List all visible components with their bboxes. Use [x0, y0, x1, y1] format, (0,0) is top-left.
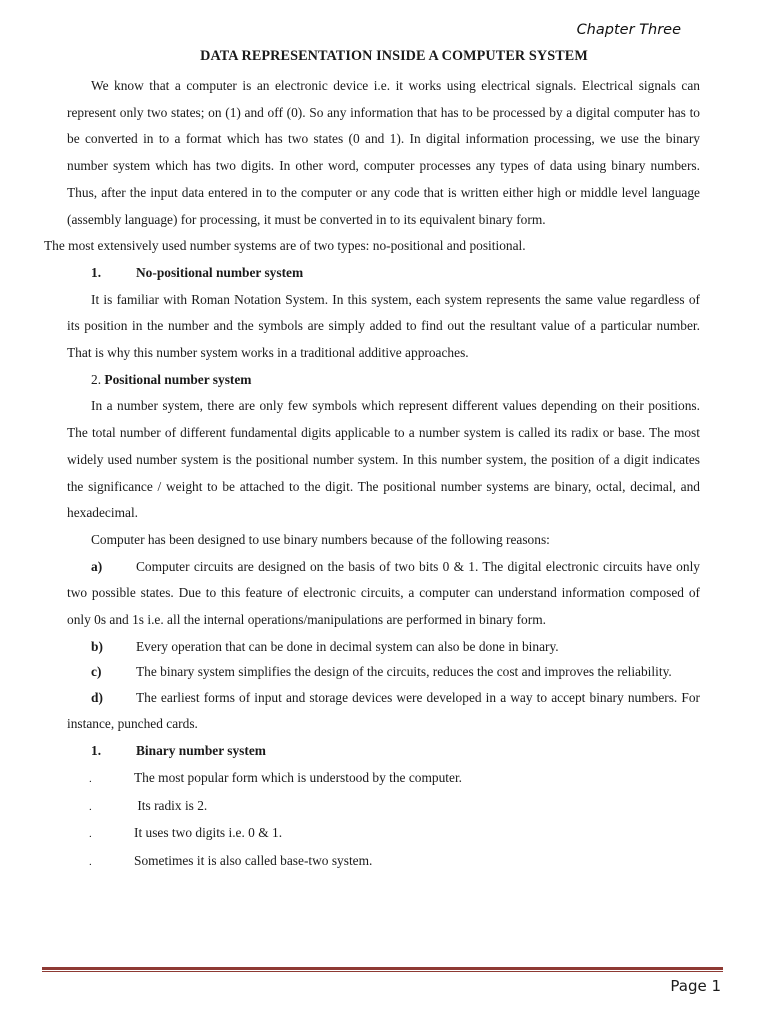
- section-title: Binary number system: [136, 743, 266, 759]
- section-heading-binary: [67, 738, 700, 765]
- section-number: 1.: [91, 743, 102, 759]
- bullet-text: Sometimes it is also called base-two system.: [134, 852, 373, 868]
- bullet-text: Its radix is 2.: [134, 797, 208, 813]
- section-number: 1.: [91, 264, 102, 280]
- section-title: No-positional number system: [136, 264, 304, 280]
- reason-text: The binary system simplifies the design of the circuits, reduces the cost and improves the reliability.: [136, 664, 672, 680]
- footer-rule: [42, 967, 723, 972]
- reason-label: d): [91, 689, 103, 705]
- bullet-text: It uses two digits i.e. 0 & 1.: [134, 825, 283, 841]
- positional-paragraph: In a number system, there are only few symbols which represent different values depending on their positions. The total number of different fundamental digits applicable to a number system is called its radix or base. The most widely used number system is the positional number system. In this number system, the position of a digit indicates the significance / weight to be attached to the digit. The positional number systems are binary, octal, decimal, and hexadecimal.: [67, 398, 700, 521]
- section-heading-no-positional: [67, 260, 700, 287]
- reasons-intro: Computer has been designed to use binary numbers because of the following reasons:: [91, 531, 550, 547]
- bullet-item: [67, 820, 700, 848]
- page-number: Page 1: [670, 977, 721, 995]
- intro-paragraph: We know that a computer is an electronic device i.e. it works using electrical signals. Electrical signals can represent only two states; on (1) and off (0). So any information that has to be processed by a digital computer has to be converted in to a format which has two states (0 and 1). In digital information processing, we use the binary number system which has two digits. In other word, computer processes any types of data using binary numbers. Thus, after the input data entered in to the computer or any code that is written either high or middle level language (assembly language) for processing, it must be converted in to its equivalent binary form.: [67, 78, 700, 227]
- section-heading-positional: [67, 367, 700, 394]
- reason-text: Every operation that can be done in decimal system can also be done in binary.: [136, 638, 559, 654]
- bullet-item: [67, 848, 700, 876]
- section-title: Positional number system: [104, 371, 252, 387]
- reason-item: [67, 660, 700, 684]
- bullet-icon: .: [89, 800, 92, 813]
- reason-text: Computer circuits are designed on the basis of two bits 0 & 1. The digital electronic circuits have only two possible states. Due to this feature of electronic circuits, a computer can understand information composed of only 0s and 1s i.e. all the internal operations/manipulations are performed in binary form.: [67, 558, 700, 628]
- bullet-icon: .: [89, 828, 92, 841]
- bullet-text: The most popular form which is understood by the computer.: [134, 769, 463, 785]
- chapter-header: Chapter Three: [576, 22, 681, 38]
- reason-text: The earliest forms of input and storage devices were developed in a way to accept binary numbers. For instance, punched cards.: [67, 689, 700, 732]
- types-line: The most extensively used number systems are of two types: no-positional and positional.: [44, 238, 526, 254]
- bullet-item: [67, 765, 700, 793]
- bullet-item: [67, 793, 700, 821]
- reason-label: a): [91, 558, 103, 574]
- bullet-icon: .: [89, 855, 92, 868]
- reason-item: [67, 685, 700, 738]
- page-title: DATA REPRESENTATION INSIDE A COMPUTER SYSTEM: [200, 48, 588, 64]
- reason-item: [67, 634, 700, 661]
- no-positional-paragraph: It is familiar with Roman Notation System. In this system, each system represents the same value regardless of its position in the number and the symbols are simply added to find out the resultant value of a particular number. That is why this number system works in a traditional additive approaches.: [67, 291, 700, 361]
- reason-label: c): [91, 664, 102, 680]
- section-number: 2.: [91, 371, 102, 387]
- document-body: [44, 73, 700, 876]
- reason-label: b): [91, 638, 103, 654]
- bullet-icon: .: [89, 772, 92, 785]
- reason-item: [67, 554, 700, 634]
